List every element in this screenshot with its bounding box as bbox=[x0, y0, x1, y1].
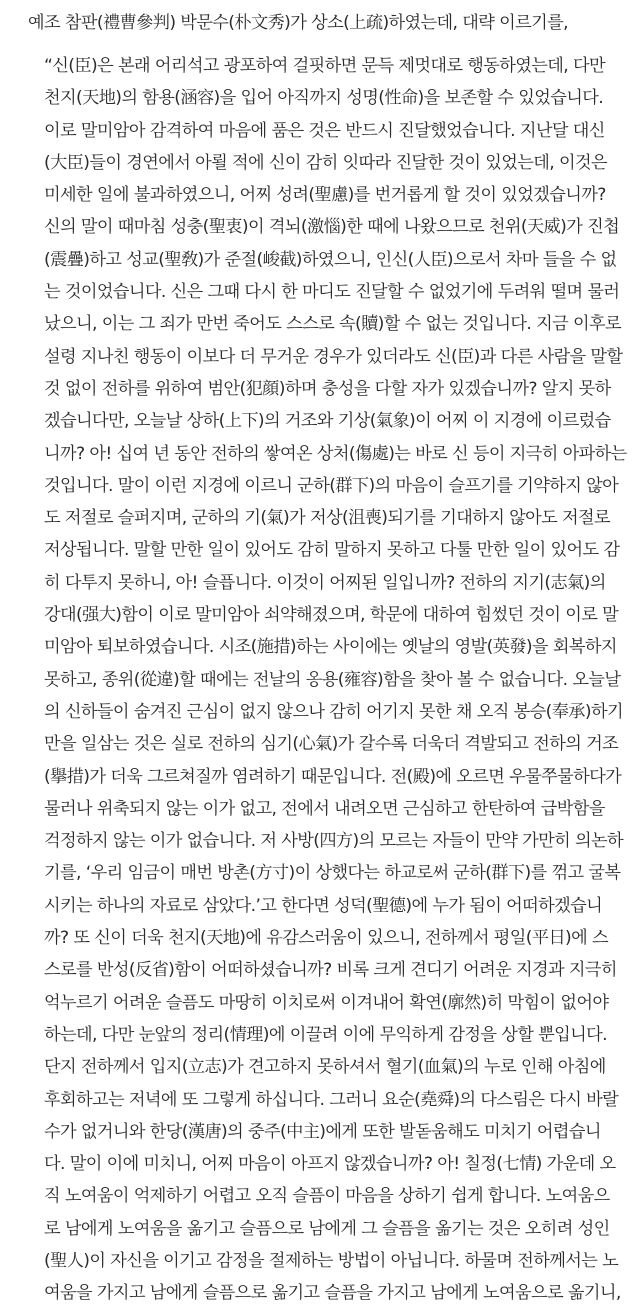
text-line: 강대(强大)함이 이로 말미암아 쇠약해졌으며, 학문에 대하여 힘썼던 것이 이로 말 bbox=[44, 605, 619, 626]
text-line: 미세한 일에 불과하였으니, 어찌 성려(聖慮)를 번거롭게 할 것이 있었겠습니까? bbox=[44, 185, 606, 206]
text-line: 여움을 가지고 남에게 슬픔으로 옮기고 슬픔을 가지고 남에게 노여움으로 옮기니, bbox=[44, 1283, 621, 1304]
text-line: 스로를 반성(反省)함이 어떠하셨습니까? 비록 크게 견디기 어려운 지경과 지극히 bbox=[44, 960, 617, 981]
text-line: 는 것이었습니다. 신은 그때 다시 한 마디도 진달할 수 없었기에 두려워 떨며 물러 bbox=[44, 282, 620, 303]
text-line: 설령 지나친 행동이 이보다 더 무거운 경우가 있더라도 신(臣)과 다른 사람을 말할 bbox=[44, 346, 623, 367]
text-line: 것입니다. 말이 이런 지경에 이르니 군하(群下)의 마음이 슬프기를 기약하지 않아 bbox=[44, 475, 619, 496]
text-line: 시키는 하나의 자료로 삼았다.’고 한다면 성덕(聖德)에 누가 됨이 어떠하겠습니 bbox=[44, 895, 603, 916]
text-line: 로 남에게 노여움을 옮기고 슬픔으로 남에게 그 슬픔을 옮기는 것은 오히려 성인 bbox=[44, 1218, 610, 1239]
text-line: (擧措)가 더욱 그르쳐질까 염려하기 때문입니다. 전(殿)에 오르면 우물쭈물하다가 bbox=[44, 766, 622, 787]
text-line: (聖人)이 자신을 이기고 감정을 절제하는 방법이 아닙니다. 하물며 전하께서는 노 bbox=[44, 1250, 619, 1271]
intro-line: 예조 참판(禮曹參判) 박문수(朴文秀)가 상소(上疏)하였는데, 대략 이르기를, bbox=[28, 13, 569, 33]
text-line: 후회하고는 저녁에 또 그렇게 하십니다. 그러니 요순(堯舜)의 다스림은 다시 바랄 bbox=[44, 1089, 619, 1110]
text-line: 히 다투지 못하니, 아! 슬픕니다. 이것이 어찌된 일입니까? 전하의 지기(志氣)의 bbox=[44, 572, 606, 593]
text-line: 못하고, 종위(從違)할 때에는 전날의 옹용(雍容)함을 찾아 볼 수 없습니다. 오늘날 bbox=[44, 669, 621, 690]
text-line: 저상됩니다. 말할 만한 일이 있어도 감히 말하지 못하고 다툴 만한 일이 있어도 감 bbox=[44, 540, 620, 561]
text-line: 니까? 아! 십여 년 동안 전하의 쌓여온 상처(傷處)는 바로 신 등이 지극히 아파하는 bbox=[44, 443, 627, 464]
text-line: 것 없이 전하를 위하여 범안(犯顔)하며 충성을 다할 자가 있겠습니까? 알지 못하 bbox=[44, 378, 611, 399]
text-line: 신의 말이 때마침 성충(聖衷)이 격뇌(激惱)한 때에 나왔으므로 천위(天威)가 진첩 bbox=[44, 217, 620, 238]
text-line: 단지 전하께서 입지(立志)가 견고하지 못하셔서 혈기(血氣)의 누로 인해 아침에 bbox=[44, 1057, 606, 1078]
text-line: 걱정하지 않는 이가 없습니다. 저 사방(四方)의 모르는 자들이 만약 가만히 의논하 bbox=[44, 831, 623, 852]
text-line: “신(臣)은 본래 어리석고 광포하여 걸핏하면 문득 제멋대로 행동하였는데, 다만 bbox=[44, 56, 605, 76]
text-line: (震疊)하고 성교(聖敎)가 준절(峻截)하였으니, 인신(人臣)으로서 차마 들을 수 없 bbox=[44, 249, 617, 270]
memorial-quote bbox=[44, 50, 627, 1310]
text-line: (大臣)들이 경연에서 아뢸 적에 신이 감히 잇따라 진달한 것이 있었는데, 이것은 bbox=[44, 152, 607, 173]
text-line: 다. 말이 이에 미치니, 어찌 마음이 아프지 않겠습니까? 아! 칠정(七情) 가운데 오 bbox=[44, 1154, 616, 1175]
text-line: 하는데, 다만 눈앞의 정리(情理)에 이끌려 이에 무익하게 감정을 상할 뿐입니다. bbox=[44, 1024, 607, 1045]
text-line: 미암아 퇴보하였습니다. 시조(施措)하는 사이에는 옛날의 영발(英發)을 회복하지 bbox=[44, 637, 617, 658]
text-line: 억누르기 어려운 슬픔도 마땅히 이치로써 이겨내어 확연(廓然)히 막힘이 없어야 bbox=[44, 992, 609, 1013]
text-line: 기를, ‘우리 임금이 매번 방촌(方寸)이 상했다는 하교로써 군하(群下)를 꺾고 굴복 bbox=[44, 863, 621, 884]
text-line: 천지(天地)의 함용(涵容)을 입어 아직까지 성명(性命)을 보존할 수 있었습니다. bbox=[44, 88, 604, 109]
text-line: 이로 말미암아 감격하여 마음에 품은 것은 반드시 진달했었습니다. 지난달 대신 bbox=[44, 120, 605, 141]
text-line: 의 신하들이 숨겨진 근심이 없지 않으나 감히 어기지 못한 채 오직 봉승(奉承)하기 bbox=[44, 701, 623, 722]
text-line: 직 노여움이 억제하기 어렵고 오직 슬픔이 마음을 상하기 쉽게 합니다. 노여움으 bbox=[44, 1186, 610, 1207]
text-line: 났으니, 이는 그 죄가 만번 죽어도 스스로 속(贖)할 수 없는 것입니다. 지금 이후로 bbox=[44, 314, 621, 335]
text-line: 수가 없거니와 한당(漢唐)의 중주(中主)에게 또한 발돋움해도 미치기 어렵습니 bbox=[44, 1121, 601, 1142]
text-line: 까? 또 신이 더욱 천지(天地)에 유감스러움이 있으니, 전하께서 평일(平日)에 스 bbox=[44, 928, 609, 949]
text-line: 만을 일삼는 것은 실로 전하의 심기(心氣)가 갈수록 더욱더 격발되고 전하의 거조 bbox=[44, 734, 619, 755]
text-line: 겠습니다만, 오늘날 상하(上下)의 거조와 기상(氣象)이 어찌 이 지경에 이르렀습 bbox=[44, 411, 611, 432]
text-line: 도 저절로 슬퍼지며, 군하의 기(氣)가 저상(沮喪)되기를 기대하지 않아도 저절로 bbox=[44, 508, 611, 529]
text-line: 물러나 위축되지 않는 이가 없고, 전에서 내려오면 근심하고 한탄하여 급박함을 bbox=[44, 798, 605, 819]
